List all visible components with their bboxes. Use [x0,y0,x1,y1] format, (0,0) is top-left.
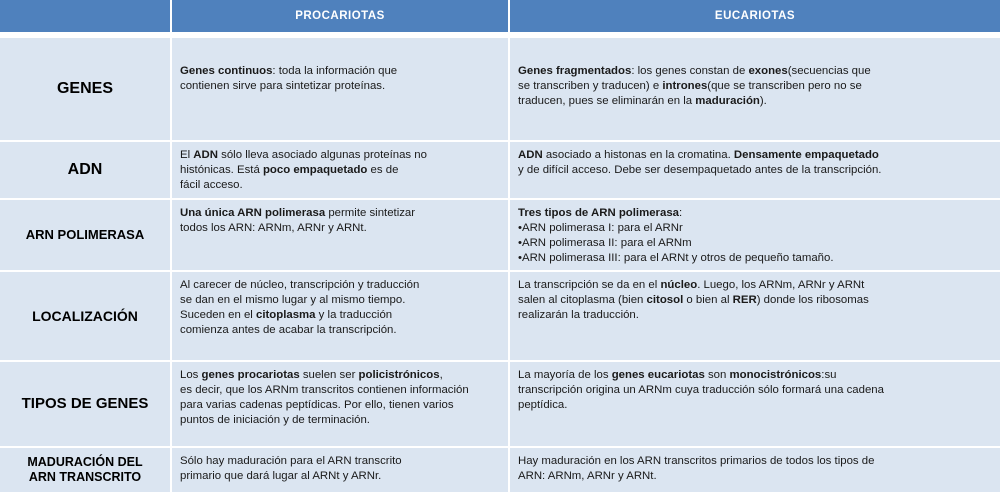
text-line [180,293,500,308]
cell-procariotas-genes [172,38,508,140]
bold-term: exones [748,65,788,77]
text-segment: y de difícil acceso. Debe ser desempaquetado antes de la transcripción. [518,164,882,176]
row-label-genes: GENES [0,38,170,140]
text-line [180,148,500,163]
text-line [180,178,500,193]
text-line [518,94,992,109]
bold-term: citoplasma [256,309,316,321]
cell-procariotas-adn [172,142,508,198]
text-line [518,251,992,266]
text-line [518,206,992,221]
row-label-adn: ADN [0,142,170,198]
header-procariotas: PROCARIOTAS [172,0,508,32]
text-line [180,79,500,94]
bold-term: Genes continuos [180,65,273,77]
text-segment: ). [759,95,767,107]
text-line [518,368,992,383]
text-segment: •ARN polimerasa I: para el ARNr [518,222,683,234]
text-line [518,148,992,163]
text-line [518,469,992,484]
bold-term: RER [732,294,757,306]
text-line [180,413,500,428]
text-segment: Suceden en el [180,309,256,321]
row-label-tipos-de-genes: TIPOS DE GENES [0,362,170,446]
text-segment: puntos de iniciación y de terminación. [180,414,370,426]
bold-term: intrones [662,80,708,92]
text-line [518,221,992,236]
row-label-maduracion: MADURACIÓN DEL ARN TRANSCRITO [0,448,170,492]
text-segment: o bien al [683,294,733,306]
text-segment: primario que dará lugar al ARNt y ARNr. [180,470,382,482]
row-label-arn-polimerasa: ARN POLIMERASA [0,200,170,270]
text-segment: peptídica. [518,399,568,411]
text-segment: para varias cadenas peptídicas. Por ello, tienen varios [180,399,454,411]
text-line [518,293,992,308]
text-segment: Al carecer de núcleo, transcripción y traducción [180,279,420,291]
text-line [180,323,500,338]
bold-term: núcleo [660,279,698,291]
text-segment: , [439,369,443,381]
bold-term: Genes fragmentados [518,65,632,77]
header-eucariotas: EUCARIOTAS [510,0,1000,32]
text-line [180,221,500,236]
text-segment: traducen, pues se eliminarán en la [518,95,696,107]
text-segment: (que se transcriben pero no se [707,80,862,92]
text-line [518,278,992,293]
text-segment: : toda la información que [272,65,398,77]
text-segment: salen al citoplasma (bien [518,294,647,306]
text-line [518,236,992,251]
cell-procariotas-tipos-de-genes [172,362,508,446]
text-line [180,163,500,178]
cell-eucariotas-maduracion [510,448,1000,492]
bold-term: policistrónicos [358,369,440,381]
text-segment: es decir, que los ARNm transcritos contienen información [180,384,469,396]
text-line [518,383,992,398]
text-line [180,469,500,484]
bold-term: maduración [695,95,760,107]
text-segment: ) donde los ribosomas [756,294,869,306]
cell-eucariotas-tipos-de-genes [510,362,1000,446]
text-segment: es de [367,164,399,176]
cell-procariotas-arn-polimerasa [172,200,508,270]
text-segment: :su [821,369,837,381]
row-label-localizacion: LOCALIZACIÓN [0,272,170,360]
text-segment: •ARN polimerasa III: para el ARNt y otros de pequeño tamaño. [518,252,834,264]
text-segment: Sólo hay maduración para el ARN transcrito [180,455,402,467]
cell-eucariotas-adn [510,142,1000,198]
text-line [180,278,500,293]
text-segment: sólo lleva asociado algunas proteínas no [217,149,427,161]
bold-term: Tres tipos de ARN polimerasa [518,207,679,219]
cell-eucariotas-genes [510,38,1000,140]
text-segment: comienza antes de acabar la transcripción. [180,324,397,336]
bold-term: poco empaquetado [262,164,368,176]
cell-procariotas-localizacion [172,272,508,360]
header-corner [0,0,170,32]
text-line [518,79,992,94]
text-segment: Los [180,369,202,381]
text-line [180,454,500,469]
text-segment: asociado a histonas en la cromatina. [542,149,734,161]
text-line [180,383,500,398]
bold-term: ADN [193,149,218,161]
text-segment: •ARN polimerasa II: para el ARNm [518,237,692,249]
text-segment: (secuencias que [787,65,871,77]
text-segment: : los genes constan de [631,65,749,77]
text-segment: se transcriben y traducen) e [518,80,663,92]
bold-term: Densamente empaquetado [733,149,879,161]
bold-term: ADN [518,149,543,161]
text-segment: ARN: ARNm, ARNr y ARNt. [518,470,657,482]
text-line [180,64,500,79]
text-segment: y la traducción [315,309,393,321]
text-line [518,64,992,79]
text-segment: suelen ser [299,369,359,381]
bold-term: monocistrónicos [729,369,822,381]
text-segment: son [704,369,730,381]
text-segment: El [180,149,194,161]
text-segment: contienen sirve para sintetizar proteínas. [180,80,386,92]
bold-term: genes procariotas [201,369,300,381]
text-line [180,398,500,413]
text-segment: transcripción origina un ARNm cuya traducción sólo formará una cadena [518,384,884,396]
text-line [518,398,992,413]
text-segment: realizarán la traducción. [518,309,639,321]
text-segment: . Luego, los ARNm, ARNr y ARNt [697,279,865,291]
text-segment: histónicas. Está [180,164,263,176]
cell-procariotas-maduracion [172,448,508,492]
text-line [180,206,500,221]
text-line [518,308,992,323]
text-segment: todos los ARN: ARNm, ARNr y ARNt. [180,222,367,234]
text-segment: permite sintetizar [325,207,416,219]
text-segment: : [679,207,683,219]
text-segment: La transcripción se da en el [518,279,661,291]
cell-eucariotas-arn-polimerasa [510,200,1000,270]
cell-eucariotas-localizacion [510,272,1000,360]
text-line [180,368,500,383]
text-segment: La mayoría de los [518,369,612,381]
text-line [518,163,992,178]
text-line [180,308,500,323]
text-segment: Hay maduración en los ARN transcritos primarios de todos los tipos de [518,455,875,467]
bold-term: genes eucariotas [611,369,705,381]
text-line [518,454,992,469]
text-segment: fácil acceso. [180,179,243,191]
bold-term: Una única ARN polimerasa [180,207,326,219]
bold-term: citosol [646,294,684,306]
text-segment: se dan en el mismo lugar y al mismo tiempo. [180,294,406,306]
